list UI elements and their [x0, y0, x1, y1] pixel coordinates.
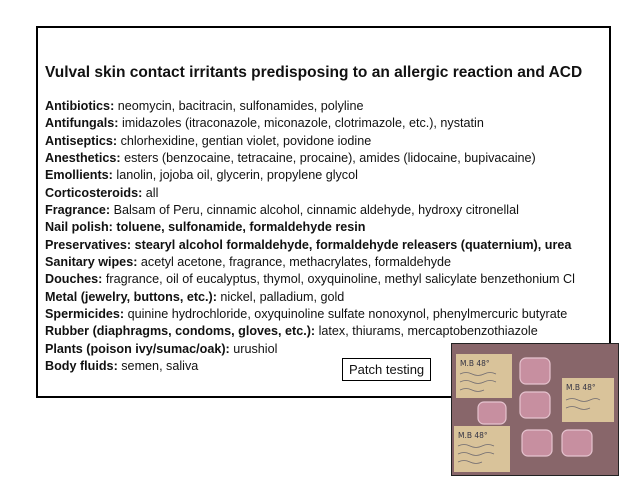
irritant-examples: stearyl alcohol formaldehyde, formaldehyde releasers (quaternium), urea [131, 237, 572, 252]
irritant-category: Metal (jewelry, buttons, etc.): [45, 289, 217, 304]
irritant-item [45, 98, 575, 115]
irritant-category: Anesthetics: [45, 151, 121, 166]
irritant-examples: imidazoles (itraconazole, miconazole, clotrimazole, etc.), nystatin [118, 116, 484, 131]
irritant-category: Body fluids: [45, 359, 118, 374]
irritant-category: Corticosteroids: [45, 185, 143, 200]
irritant-item [45, 202, 575, 219]
irritant-item [45, 289, 575, 306]
irritant-category: Sanitary wipes: [45, 255, 138, 270]
irritant-list [45, 98, 575, 376]
irritant-examples: fragrance, oil of eucalyptus, thymol, oxyquinoline, methyl salicylate benzethonium Cl [102, 272, 575, 287]
irritant-item [45, 254, 575, 271]
irritant-item [45, 185, 575, 202]
irritant-examples: lanolin, jojoba oil, glycerin, propylene glycol [112, 168, 358, 183]
irritant-item [45, 150, 575, 167]
irritant-category: Rubber (diaphragms, condoms, gloves, etc.): [45, 324, 316, 339]
photo-note: M.B 48° [460, 359, 490, 368]
irritant-category: Antiseptics: [45, 133, 118, 148]
irritant-item [45, 133, 575, 150]
irritant-examples: all [142, 185, 159, 200]
irritant-category: Emollients: [45, 168, 113, 183]
patch-chamber [520, 392, 550, 418]
irritant-examples: semen, saliva [117, 359, 199, 374]
irritant-item [45, 323, 575, 340]
irritant-examples: quinine hydrochloride, oxyquinoline sulfate nonoxynol, phenylmercuric butyrate [124, 307, 568, 322]
irritant-item [45, 115, 575, 132]
irritant-category: Spermicides: [45, 307, 125, 322]
irritant-item [45, 306, 575, 323]
irritant-item [45, 167, 575, 184]
patch-chamber [520, 358, 550, 384]
irritant-examples: neomycin, bacitracin, sulfonamides, polyline [114, 99, 364, 113]
patch-test-photo [451, 343, 619, 476]
irritant-category: Plants (poison ivy/sumac/oak): [45, 341, 230, 356]
patch-testing-label: Patch testing [342, 358, 431, 381]
irritant-examples: urushiol [229, 341, 278, 356]
patch-chamber [522, 430, 552, 456]
irritant-category: Antifungals: [45, 116, 119, 131]
irritant-examples: latex, thiurams, mercaptobenzothiazole [315, 324, 538, 339]
irritant-examples: esters (benzocaine, tetracaine, procaine), amides (lidocaine, bupivacaine) [120, 151, 536, 166]
irritant-item [45, 237, 575, 254]
irritant-examples: nickel, palladium, gold [216, 289, 345, 304]
irritant-examples: chlorhexidine, gentian violet, povidone iodine [117, 133, 372, 148]
irritant-category: Nail polish: [45, 220, 113, 235]
photo-note: M.B 48° [458, 431, 488, 440]
irritant-examples: acetyl acetone, fragrance, methacrylates, formaldehyde [137, 255, 451, 270]
irritant-item [45, 219, 575, 236]
irritant-examples: toluene, sulfonamide, formaldehyde resin [112, 220, 366, 235]
irritant-category: Fragrance: [45, 203, 111, 218]
patch-chamber [478, 402, 506, 424]
photo-note: M.B 48° [566, 383, 596, 392]
irritant-item [45, 271, 575, 288]
irritant-category: Preservatives: [45, 237, 132, 252]
irritant-examples: Balsam of Peru, cinnamic alcohol, cinnamic aldehyde, hydroxy citronellal [110, 203, 519, 218]
patch-chamber [562, 430, 592, 456]
irritant-category: Douches: [45, 272, 103, 287]
slide-title: Vulval skin contact irritants predisposing to an allergic reaction and ACD [45, 64, 583, 81]
irritant-category: Antibiotics: [45, 99, 115, 113]
